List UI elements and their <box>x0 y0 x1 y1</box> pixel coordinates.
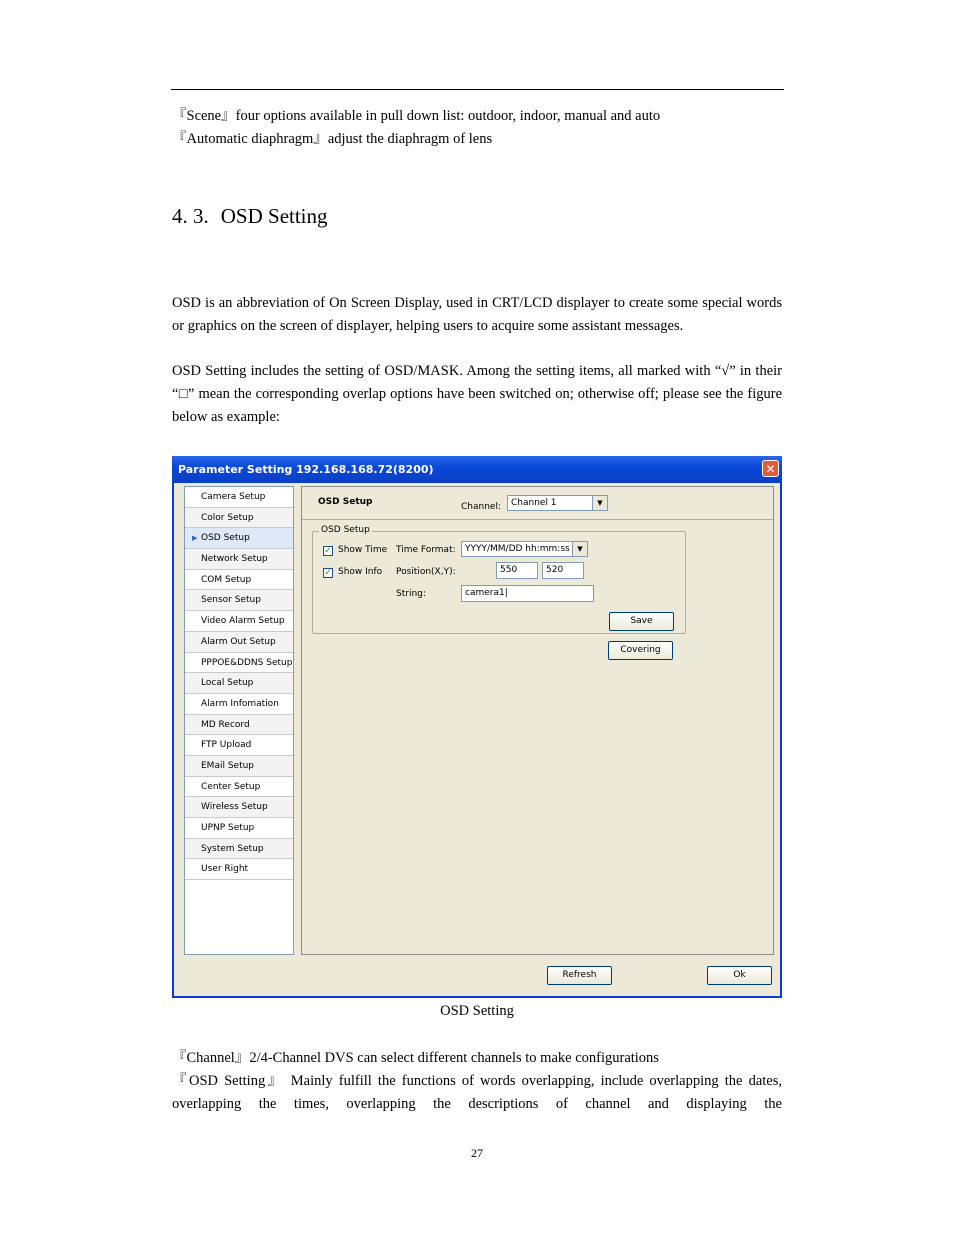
sidebar-item-label: Camera Setup <box>201 492 266 502</box>
time-format-value: YYYY/MM/DD hh:mm:ss <box>465 544 570 554</box>
sidebar-item-label: MD Record <box>201 719 250 730</box>
osd-setup-group <box>312 525 686 634</box>
panel-title: OSD Setup <box>318 497 373 507</box>
section-heading <box>172 204 328 229</box>
sidebar-item[interactable] <box>185 611 293 632</box>
sidebar-item-label: System Setup <box>201 843 264 854</box>
sidebar-item[interactable] <box>185 570 293 591</box>
parameter-setting-dialog <box>172 456 782 998</box>
intro-paragraph: OSD is an abbreviation of On Screen Display, used in CRT/LCD displayer to create some special words or graphics on the screen of displayer, helping users to acquire some assistant messages. <box>172 295 782 334</box>
channel-description: 『Channel』2/4-Channel DVS can select different channels to make configurations <box>172 1050 659 1066</box>
sidebar-item[interactable] <box>185 839 293 860</box>
sidebar-item[interactable] <box>185 528 293 549</box>
sidebar-item[interactable] <box>185 487 293 508</box>
sidebar-item[interactable] <box>185 694 293 715</box>
sidebar-item[interactable] <box>185 549 293 570</box>
channel-select[interactable] <box>507 495 608 511</box>
time-format-select[interactable] <box>461 541 588 557</box>
sidebar-item-label: Sensor Setup <box>201 595 261 606</box>
sidebar-item[interactable] <box>185 590 293 611</box>
close-icon[interactable]: ✕ <box>762 460 779 477</box>
group-label: OSD Setup <box>321 525 370 535</box>
show-info-checkbox[interactable] <box>323 568 333 578</box>
position-label: Position(X,Y): <box>396 567 456 577</box>
string-input[interactable]: camera1| <box>461 585 594 602</box>
osd-description-paragraph: OSD Setting includes the setting of OSD/MASK. Among the setting items, all marked with “√” in their “□” mean the corresponding overlap options have been switched on; otherwise off; please see the figure below as example: <box>172 363 782 425</box>
sidebar-item[interactable] <box>185 859 293 880</box>
setup-nav-list <box>184 486 294 955</box>
header-rule <box>171 89 784 90</box>
chevron-down-icon[interactable]: ▼ <box>592 496 607 510</box>
channel-select-value: Channel 1 <box>511 498 557 508</box>
sidebar-item-label: Wireless Setup <box>201 802 268 813</box>
sidebar-item-label: Color Setup <box>201 512 254 523</box>
sidebar-item[interactable] <box>185 632 293 653</box>
sidebar-item[interactable] <box>185 756 293 777</box>
dialog-titlebar[interactable] <box>172 456 782 483</box>
sidebar-item-label: COM Setup <box>201 574 252 585</box>
sidebar-item-label: Alarm Out Setup <box>201 636 276 647</box>
sidebar-item-label: PPPOE&DDNS Setup <box>201 657 293 668</box>
osd-setting-description: 『OSD Setting』 Mainly fulfill the functions of words overlapping, include overlapping the dates, overlapping the times, overlapping the descriptions of channel and displaying the <box>172 1073 782 1112</box>
string-label: String: <box>396 589 426 599</box>
sidebar-item-label: Network Setup <box>201 554 268 565</box>
sidebar-item-label: EMail Setup <box>201 760 255 771</box>
sidebar-item-label: User Right <box>201 864 249 875</box>
figure-caption: OSD Setting <box>440 1003 514 1019</box>
sidebar-item[interactable] <box>185 653 293 674</box>
sidebar-item[interactable] <box>185 673 293 694</box>
scene-line: 『Scene』four options available in pull down list: outdoor, indoor, manual and auto <box>172 108 661 124</box>
sidebar-item[interactable] <box>185 735 293 756</box>
sidebar-item[interactable] <box>185 777 293 798</box>
sidebar-item-label: Alarm Infomation <box>201 698 279 709</box>
position-x-input[interactable]: 550 <box>496 562 538 579</box>
sidebar-item-label: Local Setup <box>201 678 254 689</box>
check-icon: ✓ <box>324 568 332 578</box>
sidebar-item-label: FTP Upload <box>201 740 252 751</box>
channel-label: Channel: <box>461 502 501 512</box>
refresh-button[interactable]: Refresh <box>547 966 612 985</box>
sidebar-item[interactable] <box>185 508 293 529</box>
heading-text: OSD Setting <box>220 204 328 228</box>
chevron-down-icon[interactable]: ▼ <box>572 542 587 556</box>
sidebar-item-label: UPNP Setup <box>201 823 255 833</box>
sidebar-item[interactable] <box>185 797 293 818</box>
dialog-title: Parameter Setting 192.168.168.72(8200) <box>178 463 434 476</box>
covering-button[interactable]: Covering <box>608 641 673 660</box>
sidebar-item[interactable] <box>185 818 293 839</box>
sidebar-item-label: Center Setup <box>201 781 261 792</box>
ok-button[interactable]: Ok <box>707 966 772 985</box>
position-y-input[interactable]: 520 <box>542 562 584 579</box>
osd-setup-panel <box>301 486 774 955</box>
sidebar-item-label: Video Alarm Setup <box>201 616 285 627</box>
page-number: 27 <box>471 1146 483 1160</box>
sidebar-item[interactable] <box>185 715 293 736</box>
show-time-checkbox[interactable] <box>323 546 333 556</box>
show-info-label: Show Info <box>338 567 383 577</box>
sidebar-item-label: OSD Setup <box>201 533 250 544</box>
show-time-label: Show Time <box>338 545 388 555</box>
save-button[interactable]: Save <box>609 612 674 631</box>
selected-arrow-icon: ▶ <box>192 534 198 543</box>
heading-number: 4. 3. <box>172 204 209 228</box>
time-format-label: Time Format: <box>396 545 456 555</box>
diaphragm-line: 『Automatic diaphragm』adjust the diaphragm of lens <box>172 131 493 147</box>
panel-header <box>302 487 773 520</box>
check-icon: ✓ <box>324 546 332 556</box>
